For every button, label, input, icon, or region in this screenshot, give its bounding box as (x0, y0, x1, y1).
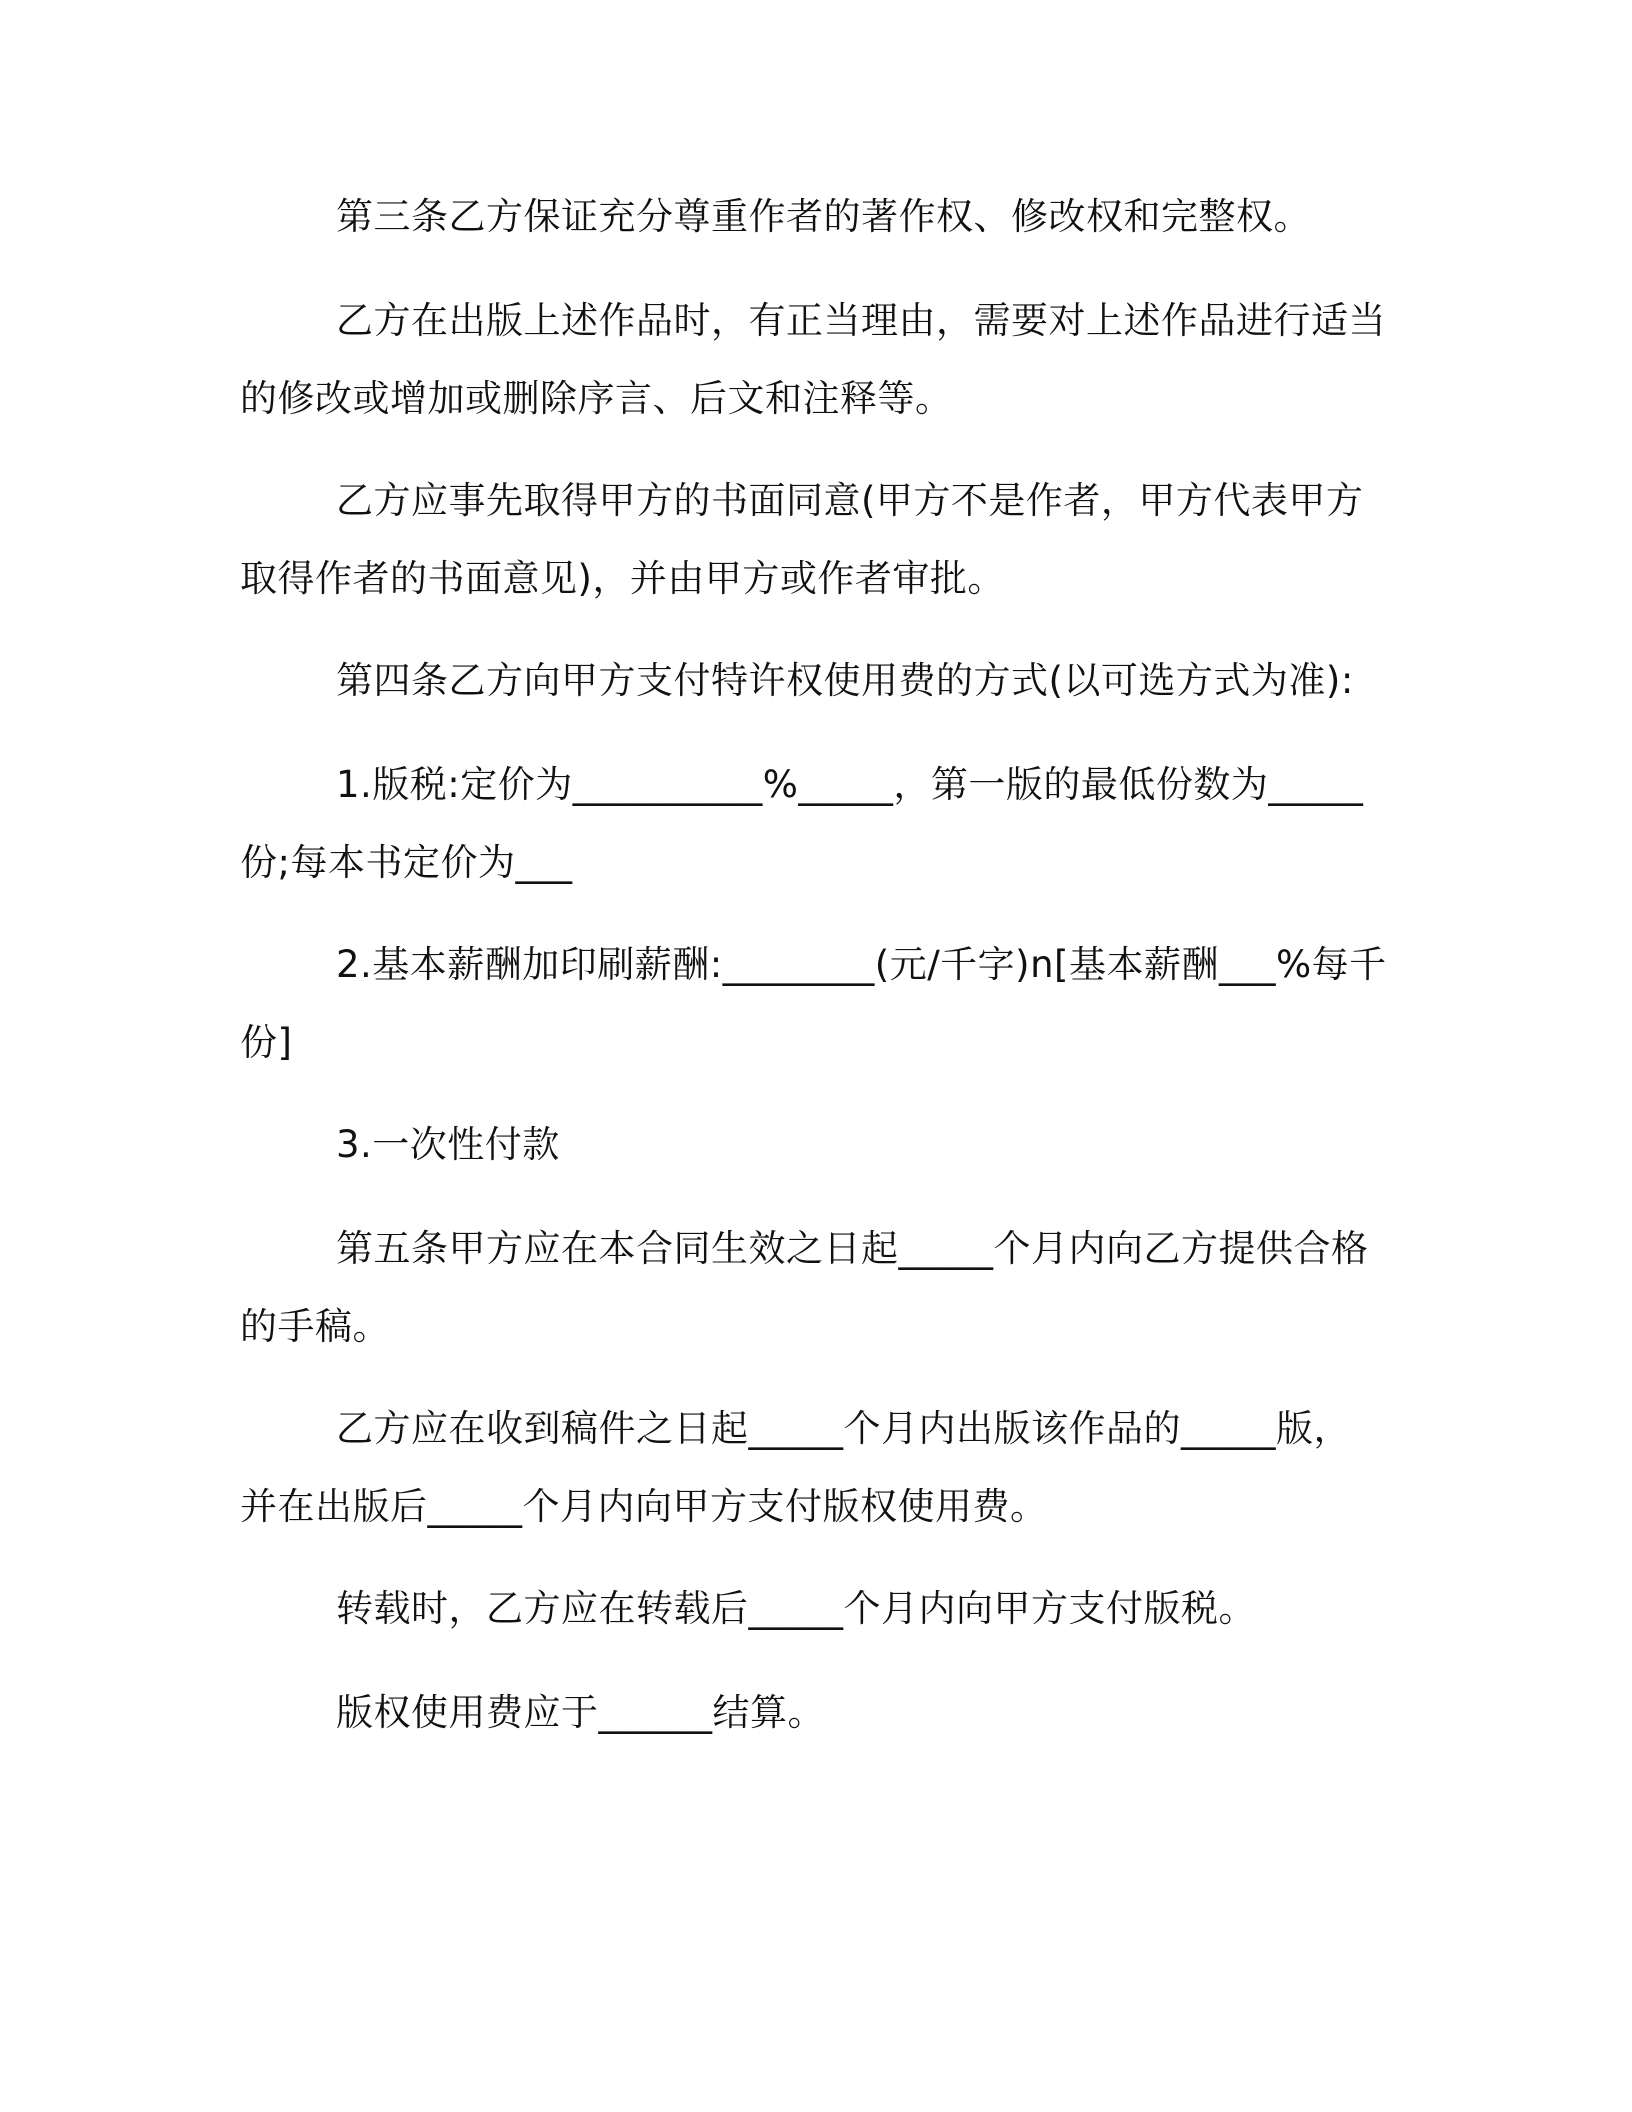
text-line: 转载时，乙方应在转载后_____个月内向甲方支付版税。 (336, 1587, 1256, 1630)
publication-paragraph (240, 1390, 1390, 1546)
article-4-paragraph (240, 642, 1390, 720)
text-line: 并在出版后_____个月内向甲方支付版权使用费。 (240, 1485, 1048, 1528)
consent-paragraph (240, 462, 1390, 618)
text-line: 乙方应事先取得甲方的书面同意(甲方不是作者，甲方代表甲方 (336, 479, 1364, 522)
text-line: 第五条甲方应在本合同生效之日起_____个月内向乙方提供合格 (336, 1227, 1369, 1270)
text-line: 乙方应在收到稿件之日起_____个月内出版该作品的_____版， (336, 1407, 1351, 1450)
text-line: 第三条乙方保证充分尊重作者的著作权、修改权和完整权。 (336, 195, 1311, 238)
text-line: 第四条乙方向甲方支付特许权使用费的方式(以可选方式为准): (336, 659, 1354, 702)
settlement-paragraph (240, 1674, 1390, 1752)
text-line: 取得作者的书面意见)，并由甲方或作者审批。 (240, 557, 1005, 600)
article-5-paragraph (240, 1210, 1390, 1366)
reprint-paragraph (240, 1570, 1390, 1648)
text-line: 2.基本薪酬加印刷薪酬:________(元/千字)n[基本薪酬___%每千 (336, 943, 1387, 986)
text-line: 版权使用费应于______结算。 (336, 1691, 825, 1734)
royalty-option-2 (240, 926, 1390, 1082)
text-line: 的手稿。 (240, 1305, 390, 1348)
article-3-paragraph (240, 178, 1390, 256)
royalty-option-3 (240, 1106, 1390, 1184)
text-line: 份;每本书定价为___ (240, 841, 573, 884)
text-line: 1.版税:定价为__________%_____，第一版的最低份数为_____ (336, 763, 1364, 806)
text-line: 3.一次性付款 (336, 1123, 560, 1166)
text-line: 乙方在出版上述作品时，有正当理由，需要对上述作品进行适当 (336, 299, 1386, 342)
text-line: 的修改或增加或删除序言、后文和注释等。 (240, 377, 953, 420)
revision-paragraph (240, 282, 1390, 438)
royalty-option-1 (240, 746, 1390, 902)
text-line: 份] (240, 1021, 293, 1064)
